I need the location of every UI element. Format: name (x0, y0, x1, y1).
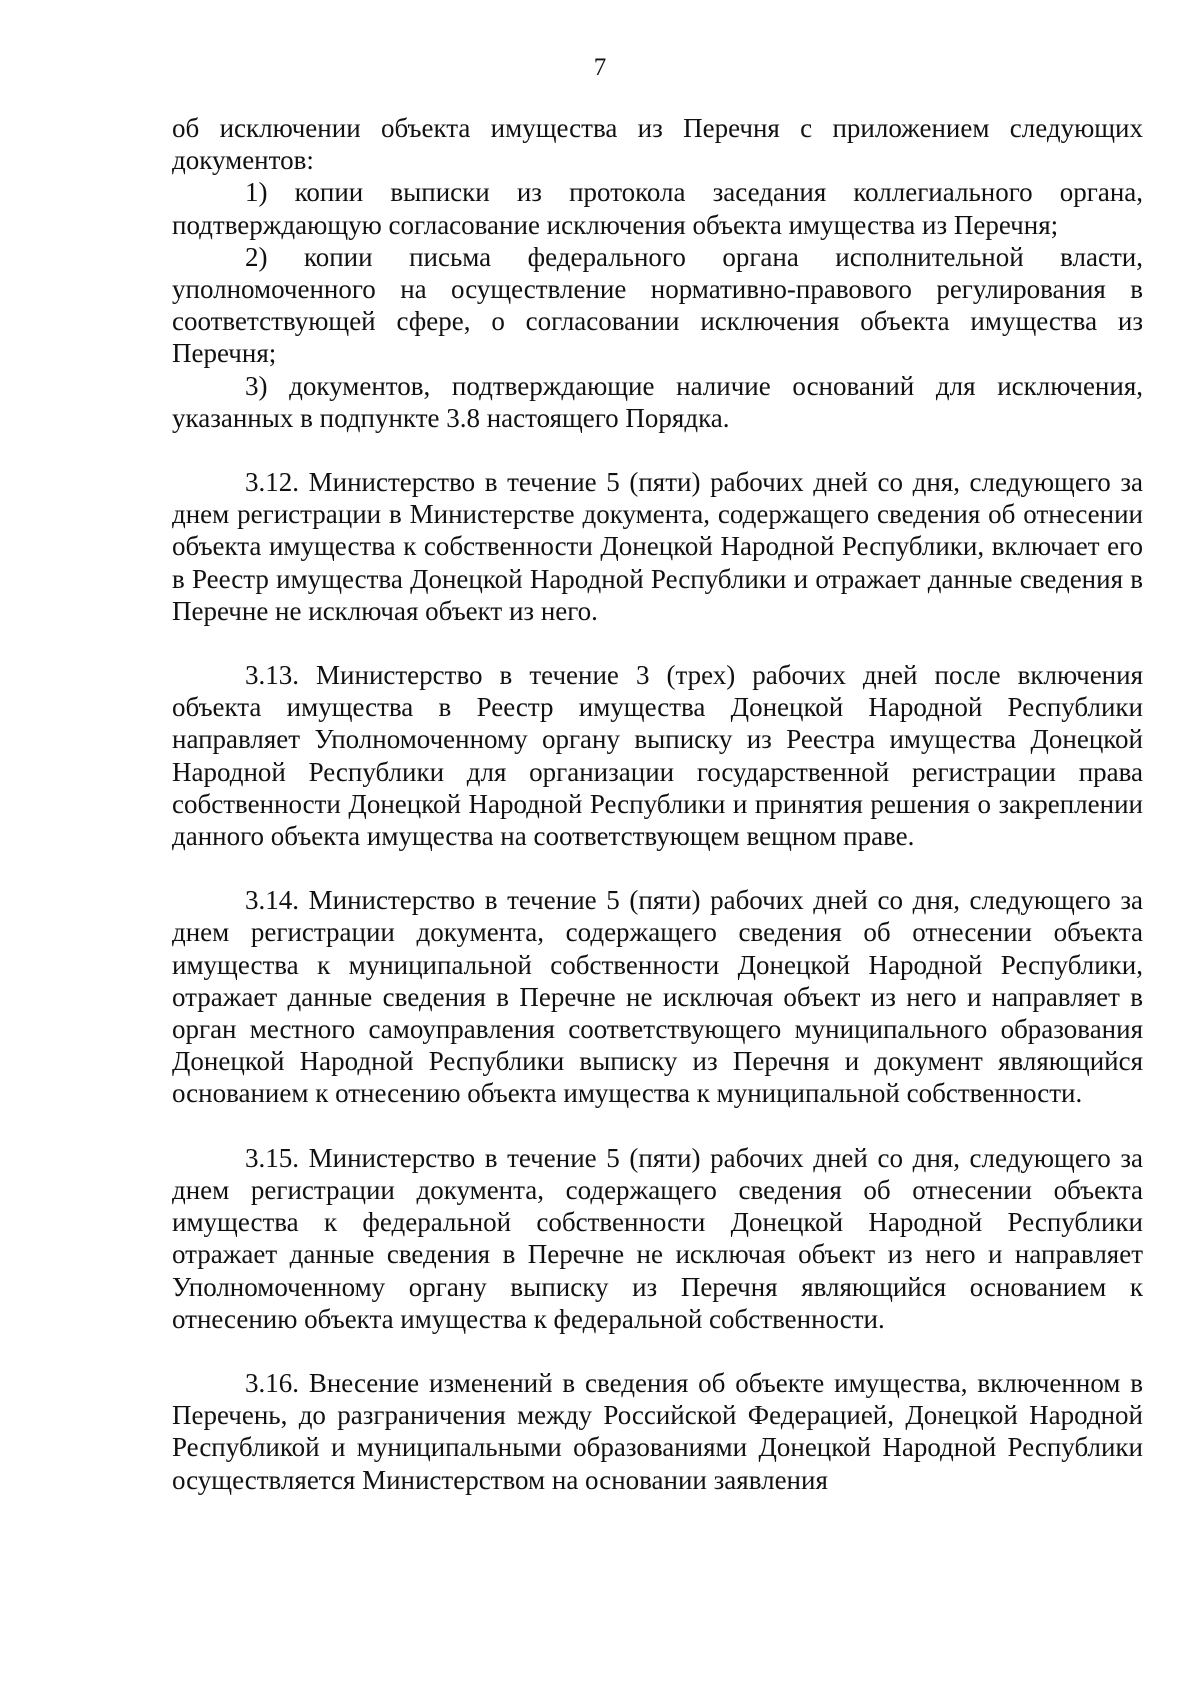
list-item-1: 1) копии выписки из протокола заседания коллегиального органа, подтверждающую согласование исключения объекта имущества из Перечня; (172, 177, 1143, 240)
clause-3-13: 3.13. Министерство в течение 3 (трех) рабочих дней после включения объекта имущества в Реестр имущества Донецкой Народной Республики направляет Уполномоченному органу выписку из Реестра имущества Донецкой Народной Республики для организации государственной регистрации права собственности Донецкой Народной Республики и принятия решения о закреплении данного объекта имущества на соответствующем вещном праве. (172, 660, 1143, 852)
page-number: 7 (593, 54, 607, 81)
document-body (172, 112, 1143, 1496)
clause-3-15: 3.15. Министерство в течение 5 (пяти) рабочих дней со дня, следующего за днем регистрации документа, содержащего сведения об отнесении объекта имущества к федеральной собственности Донецкой Народной Республики отражает данные сведения в Перечне не исключая объект из него и направляет Уполномоченному органу выписку из Перечня являющийся основанием к отнесению объекта имущества к федеральной собственности. (172, 1142, 1143, 1334)
clause-3-14: 3.14. Министерство в течение 5 (пяти) рабочих дней со дня, следующего за днем регистрации документа, содержащего сведения об отнесении объекта имущества к муниципальной собственности Донецкой Народной Республики, отражает данные сведения в Перечне не исключая объект из него и направляет в орган местного самоуправления соответствующего муниципального образования Донецкой Народной Республики выписку из Перечня и документ являющийся основанием к отнесению объекта имущества к муниципальной собственности. (172, 885, 1143, 1109)
clause-3-16: 3.16. Внесение изменений в сведения об объекте имущества, включенном в Перечень, до разграничения между Российской Федерацией, Донецкой Народной Республикой и муниципальными образованиями Донецкой Народной Республики осуществляется Министерством на основании заявления (172, 1367, 1143, 1495)
clause-3-12: 3.12. Министерство в течение 5 (пяти) рабочих дней со дня, следующего за днем регистрации в Министерстве документа, содержащего сведения об отнесении объекта имущества к собственности Донецкой Народной Республики, включает его в Реестр имущества Донецкой Народной Республики и отражает данные сведения в Перечне не исключая объект из него. (172, 467, 1143, 626)
paragraph-continuation: об исключении объекта имущества из Перечня с приложением следующих документов: (172, 113, 1143, 176)
list-item-3: 3) документов, подтверждающие наличие оснований для исключения, указанных в подпункте 3.8 настоящего Порядка. (172, 370, 1143, 433)
list-item-2: 2) копии письма федерального органа исполнительной власти, уполномоченного на осуществление нормативно-правового регулирования в соответствующей сфере, о согласовании исключения объекта имущества из Перечня; (172, 241, 1143, 369)
